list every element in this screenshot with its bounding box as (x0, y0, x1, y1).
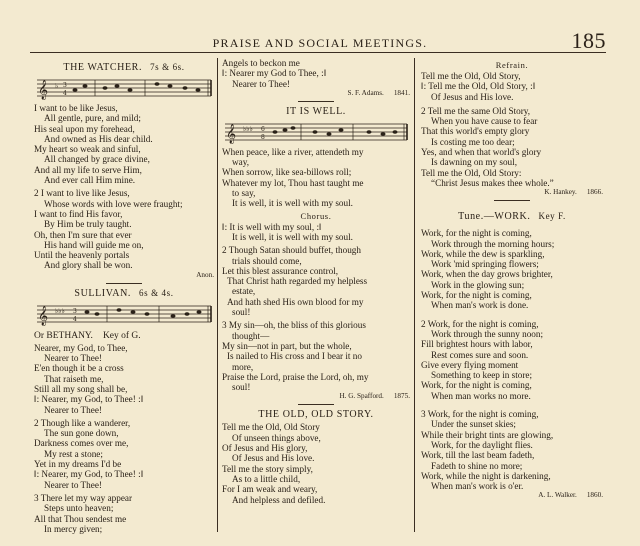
music-staff-sullivan (35, 301, 213, 327)
verse-line: Nearer to Thee! (44, 404, 102, 415)
verse-line: to say, (232, 188, 256, 199)
verse-line: ‖: Nearer, my God, to Thee! :‖ (34, 394, 144, 405)
verse-line: 2 Work, for the night is coming, (421, 318, 539, 329)
verse-line: Of Jesus and His love. (431, 91, 514, 102)
verse-line: In mercy given; (44, 523, 103, 534)
verse-line: His hand will guide me on, (44, 239, 144, 250)
hymn-title-sullivan (34, 288, 214, 299)
verse-line: 2 I want to live like Jesus, (34, 188, 130, 199)
verse-line: The sun gone down, (44, 428, 119, 439)
svg-text:3: 3 (73, 307, 77, 315)
verse-line: And hath shed His own blood for my (227, 296, 364, 307)
verse-line: Nearer, my God, to Thee, (34, 342, 128, 353)
column-divider-left (217, 58, 218, 532)
verse-line: Fadeth to shine no more; (431, 460, 523, 471)
verse-line: Of Jesus and His glory, (222, 443, 308, 454)
work-stanza-2 (421, 319, 603, 401)
verse-line: When sorrow, like sea-billows roll; (222, 167, 352, 178)
verse-line: way, (232, 157, 250, 168)
verse-line: That raiseth me, (44, 373, 104, 384)
verse-line: Tell me the Old, Old Story (222, 422, 320, 433)
verse-line: Work through the sunny noon; (431, 328, 544, 339)
verse-line: By Him be truly taught. (44, 219, 132, 230)
verse-line: Rest comes sure and soon. (431, 349, 529, 360)
watcher-author: Anon. (196, 270, 214, 279)
svg-text:6: 6 (261, 125, 265, 133)
sullivan-stanza-3 (34, 493, 214, 534)
verse-line: When man's work is done. (431, 300, 529, 311)
svg-text:♭: ♭ (55, 82, 59, 90)
hymn-title-it-is-well: IT IS WELL. (286, 105, 346, 117)
verse-line: soul! (232, 307, 251, 318)
verse-line: Tell me the Old, Old Story: (421, 167, 522, 178)
sullivan-subtitle: Or BETHANY. (34, 330, 93, 341)
sullivan-continuation (222, 58, 410, 89)
verse-line: Of Jesus and His love. (232, 453, 315, 464)
verse-line: more, (232, 361, 254, 372)
verse-line: soul! (232, 382, 251, 393)
it-is-well-year: 1875. (393, 392, 410, 401)
svg-text:4: 4 (73, 315, 77, 323)
watcher-title: THE WATCHER. (63, 62, 143, 73)
verse-line: Whose words with love were fraught; (44, 198, 183, 209)
verse-line: Yet in my dreams I'd be (34, 459, 122, 470)
verse-line: Whatever my lot, Thou hast taught me (222, 177, 364, 188)
sullivan-stanza-2 (34, 418, 214, 490)
it-is-well-author: H. G. Spafford. (339, 392, 384, 401)
svg-text:♭♭♭: ♭♭♭ (243, 124, 253, 133)
it-is-well-chorus (222, 222, 410, 243)
verse-line: My sin—not in part, but the whole, (222, 340, 352, 351)
verse-line: And helpless and defiled. (232, 494, 326, 505)
verse-line: And all my life to serve Him, (34, 164, 142, 175)
hymn-title-old-old-story: THE OLD, OLD STORY. (258, 409, 374, 421)
verse-line: Under the sunset skies; (431, 419, 516, 430)
old-story-stanza-2 (421, 106, 603, 188)
watcher-meter: 7s & 6s. (150, 62, 185, 72)
column-right (421, 58, 603, 500)
verse-line: 3 Work, for the night is coming, (421, 409, 539, 420)
page-number: 185 (571, 28, 606, 53)
verse-line: estate, (232, 286, 256, 297)
verse-line: Until the heavenly portals (34, 250, 130, 261)
sullivan-year: 1841. (393, 88, 410, 97)
verse-line: All changed by grace divine, (44, 154, 150, 165)
verse-line: 2 Though like a wanderer, (34, 417, 131, 428)
verse-line: thought— (232, 330, 270, 341)
verse-line: I want to find His favor, (34, 208, 123, 219)
verse-line: Work, for the night is coming, (421, 290, 532, 301)
it-is-well-author-credit (222, 392, 410, 401)
music-staff-it-is-well (223, 119, 409, 145)
verse-line: Praise the Lord, praise the Lord, oh, my (222, 371, 369, 382)
verse-line: When man works no more. (431, 390, 531, 401)
column-left (34, 58, 214, 534)
verse-line: Work, while the night is darkening, (421, 470, 551, 481)
old-story-author: K. Hankey. (544, 188, 577, 197)
running-header: PRAISE AND SOCIAL MEETINGS. (212, 36, 428, 50)
verse-line: Yes, and when that world's glory (421, 147, 542, 158)
column-divider-right (414, 58, 415, 532)
watcher-stanza-1 (34, 103, 214, 185)
verse-line: Oh, then I'm sure that ever (34, 229, 132, 240)
verse-line: Work in the glowing sun; (431, 279, 525, 290)
verse-line: While their bright tints are glowing, (421, 429, 554, 440)
old-story-stanza-1 (222, 422, 410, 504)
verse-line: 3 There let my way appear (34, 492, 133, 503)
verse-line: As to a little child, (232, 473, 301, 484)
verse-line: And glory shall be won. (44, 260, 133, 271)
old-story-year: 1866. (586, 188, 603, 197)
svg-text:𝄞: 𝄞 (226, 123, 237, 144)
verse-line: That this world's empty glory (421, 126, 530, 137)
sullivan-stanza-1 (34, 343, 214, 415)
music-staff-watcher (35, 75, 213, 101)
verse-line: It is well, it is well with my soul. (232, 198, 353, 209)
verse-line: Tell me the story simply, (222, 463, 313, 474)
verse-line: That Christ hath regarded my helpless (227, 276, 368, 287)
sullivan-title: SULLIVAN. (74, 287, 132, 299)
svg-text:𝄞: 𝄞 (38, 305, 49, 326)
old-story-refrain (421, 71, 603, 102)
verse-line: When you have cause to fear (431, 116, 538, 127)
verse-line: My heart so weak and sinful, (34, 144, 141, 155)
work-stanza-3 (421, 409, 603, 491)
hymn-title-watcher (34, 62, 214, 73)
verse-line: ‖: Tell me the Old, Old Story, :‖ (421, 81, 536, 92)
verse-line: When man's work is o'er. (431, 481, 524, 492)
verse-line: Work through the morning hours; (431, 238, 555, 249)
verse-line: Work 'mid springing flowers; (431, 259, 539, 270)
verse-line: I want to be like Jesus, (34, 103, 118, 113)
verse-line: trials should come, (232, 255, 302, 266)
hymn-separator (494, 200, 530, 201)
header-rule (30, 52, 606, 53)
svg-text:𝄞: 𝄞 (38, 80, 49, 100)
verse-line: Still all my song shall be, (34, 383, 128, 394)
verse-line: Work, for the night is coming, (421, 228, 532, 239)
verse-line: 2 Tell me the same Old Story, (421, 105, 531, 116)
verse-line: 2 Though Satan should buffet, though (222, 245, 361, 256)
verse-line: All gentle, pure, and mild; (44, 113, 141, 124)
it-is-well-stanza-1 (222, 147, 410, 209)
work-key: Key F. (538, 211, 566, 222)
verse-line: Work, while the dew is sparkling, (421, 248, 545, 259)
verse-line: Work, till the last beam fadeth, (421, 450, 535, 461)
verse-line: Nearer to Thee! (232, 78, 290, 89)
work-author-credit (421, 491, 603, 500)
hymn-separator (298, 101, 334, 102)
svg-text:3: 3 (63, 82, 67, 89)
refrain-title: Refrain. (495, 60, 529, 70)
work-author: A. L. Walker. (538, 491, 577, 500)
hymn-separator (298, 404, 334, 405)
it-is-well-stanza-3 (222, 320, 410, 392)
sullivan-meter: 6s & 4s. (139, 287, 174, 298)
verse-line: All that Thou sendest me (34, 513, 127, 524)
svg-text:4: 4 (63, 90, 67, 97)
verse-line: E'en though it be a cross (34, 363, 124, 374)
old-story-author-credit (421, 188, 603, 197)
verse-line: And owned as His dear child. (44, 133, 153, 144)
verse-line: Steps unto heaven; (44, 503, 114, 514)
verse-line: Nearer to Thee! (44, 479, 102, 490)
verse-line: Fill brightest hours with labor, (421, 339, 533, 350)
verse-line: Work, for the night is coming, (421, 380, 532, 391)
sullivan-tune-line (34, 331, 214, 341)
verse-line: And ever call Him mine. (44, 175, 136, 186)
sullivan-key: Key of G. (102, 330, 141, 341)
hymn-separator (106, 283, 142, 284)
verse-line: ‖: It is well with my soul, :‖ (222, 221, 322, 232)
verse-line: Is nailed to His cross and I bear it no (227, 351, 362, 362)
verse-line: His seal upon my forehead, (34, 123, 135, 134)
verse-line: It is well, it is well with my soul. (232, 231, 353, 242)
verse-line: Is costing me too dear; (431, 136, 515, 147)
verse-line: Darkness comes over me, (34, 438, 129, 449)
sullivan-author-credit (222, 89, 410, 98)
svg-text:♭♭♭: ♭♭♭ (55, 306, 65, 315)
work-tune: Tune.—WORK. (458, 211, 531, 223)
verse-line: “Christ Jesus makes thee whole.” (431, 177, 554, 188)
verse-line: My rest a stone; (44, 448, 103, 459)
column-middle (222, 58, 410, 505)
work-year: 1860. (586, 491, 603, 500)
verse-line: Work, when the day grows brighter, (421, 269, 553, 280)
work-stanza-1 (421, 228, 603, 310)
verse-line: Angels to beckon me (222, 58, 300, 68)
verse-line: Is dawning on my soul, (431, 157, 518, 168)
verse-line: For I am weak and weary, (222, 484, 318, 495)
verse-line: ‖: Nearer, my God, to Thee! :‖ (34, 469, 144, 480)
verse-line: ‖: Nearer my God to Thee, :‖ (222, 68, 327, 79)
it-is-well-stanza-2 (222, 245, 410, 317)
verse-line: Something to keep in store; (431, 370, 533, 381)
verse-line: 3 My sin—oh, the bliss of this glorious (222, 320, 366, 331)
verse-line: Tell me the Old, Old Story, (421, 71, 521, 81)
verse-line: Of unseen things above, (232, 432, 321, 443)
verse-line: Nearer to Thee! (44, 353, 102, 364)
verse-line: Work, for the daylight flies. (431, 439, 533, 450)
chorus-title: Chorus. (300, 210, 332, 221)
verse-line: Let this blest assurance control, (222, 265, 339, 276)
verse-line: Give every flying moment (421, 359, 519, 370)
sullivan-author: S. F. Adams. (347, 88, 384, 97)
watcher-stanza-2 (34, 188, 214, 270)
verse-line: When peace, like a river, attendeth my (222, 146, 364, 157)
tune-work-heading (421, 211, 603, 222)
svg-text:8: 8 (261, 133, 265, 141)
